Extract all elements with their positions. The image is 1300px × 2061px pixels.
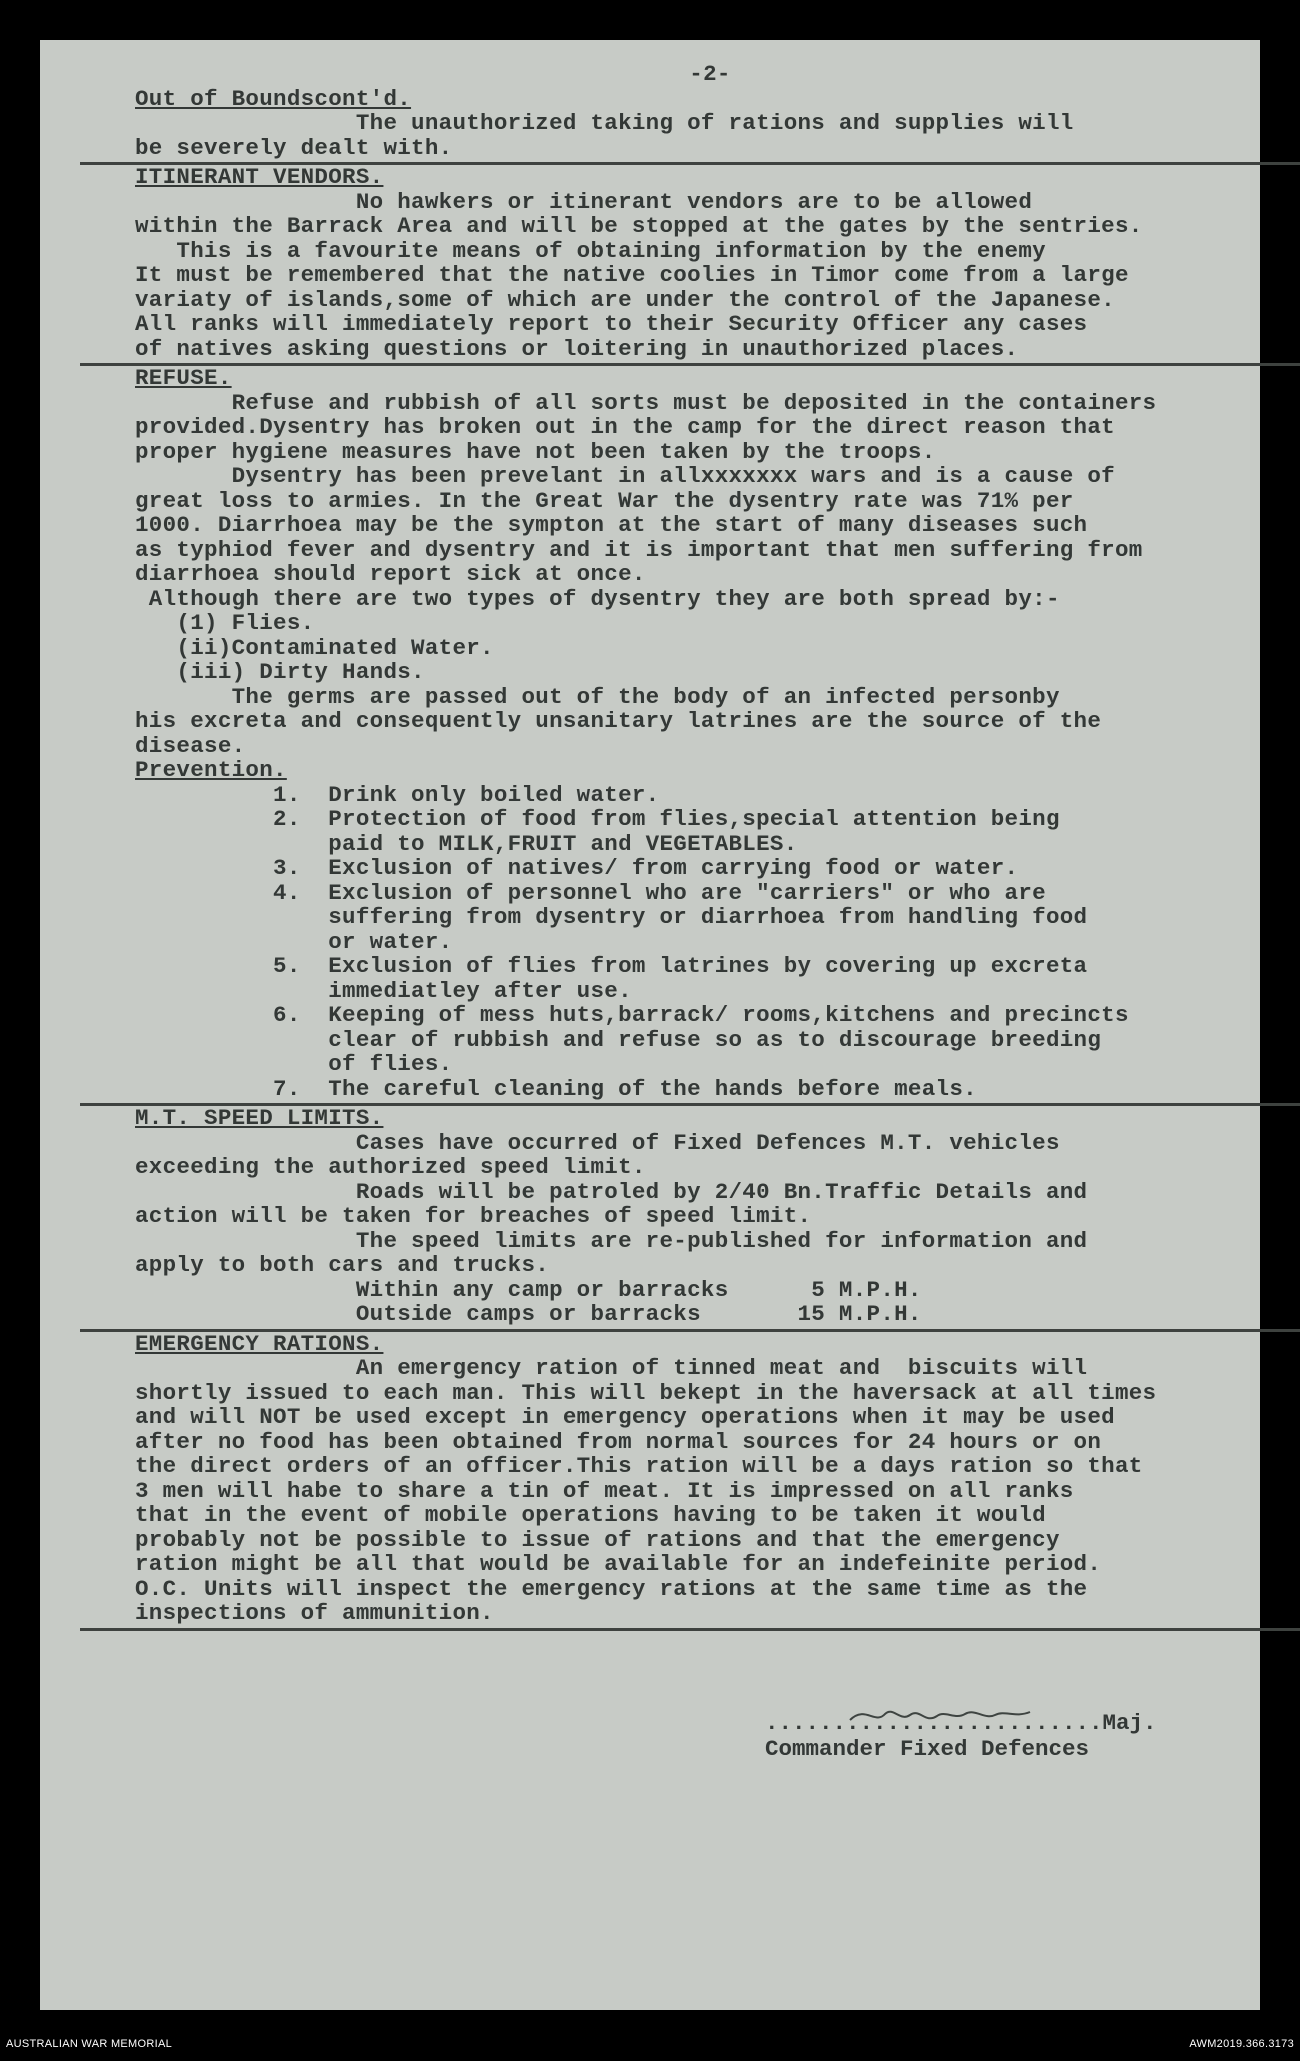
text-line: the direct orders of an officer.This ration will be a days ration so that bbox=[135, 1453, 1143, 1479]
text-line: ration might be all that would be available for an indefeinite period. bbox=[135, 1551, 1102, 1577]
text-line: The germs are passed out of the body of an infected personby bbox=[135, 683, 1060, 710]
text-line: O.C. Units will inspect the emergency rations at the same time as the bbox=[135, 1575, 1088, 1602]
text-line: No hawkers or itinerant vendors are to be allowed bbox=[135, 188, 1033, 215]
text-line: paid to MILK,FRUIT and VEGETABLES. bbox=[135, 830, 798, 857]
text-line: inspections of ammunition. bbox=[135, 1600, 494, 1626]
text-line: disease. bbox=[135, 732, 246, 759]
text-line: after no food has been obtained from normal sources for 24 hours or on bbox=[135, 1428, 1102, 1455]
text-line: as typhiod fever and dysentry and it is important that men suffering from bbox=[135, 536, 1143, 563]
text-line: 2. Protection of food from flies,special attention being bbox=[135, 806, 1060, 832]
section-heading: REFUSE. bbox=[135, 365, 232, 391]
text-line: his excreta and consequently unsanitary latrines are the source of the bbox=[135, 708, 1102, 734]
section-heading: Prevention. bbox=[135, 757, 287, 783]
footer-accession: AWM2019.366.3173 bbox=[1189, 2038, 1294, 2050]
text-line: 4. Exclusion of personnel who are "carriers" or who are bbox=[135, 879, 1046, 906]
text-line: that in the event of mobile operations having to be taken it would bbox=[135, 1502, 1046, 1528]
text-line: apply to both cars and trucks. bbox=[135, 1252, 550, 1278]
text-line: action will be taken for breaches of speed limit. bbox=[135, 1203, 812, 1229]
section-heading: Out of Boundscont'd. bbox=[135, 85, 412, 112]
text-line: This is a favourite means of obtaining information by the enemy bbox=[135, 237, 1046, 264]
text-line: 3. Exclusion of natives/ from carrying food or water. bbox=[135, 855, 1019, 881]
text-line: All ranks will immediately report to their Security Officer any cases bbox=[135, 311, 1088, 337]
text-line: (1) Flies. bbox=[135, 610, 315, 636]
text-line: or water. bbox=[135, 928, 453, 955]
text-line: 6. Keeping of mess huts,barrack/ rooms,kitchens and precincts bbox=[135, 1002, 1129, 1028]
text-line: of natives asking questions or loitering in unauthorized places. bbox=[135, 335, 1019, 362]
text-line: proper hygiene measures have not been taken by the troops. bbox=[135, 438, 936, 465]
page-number: -2- bbox=[689, 61, 731, 87]
signature-block bbox=[765, 1710, 1157, 1762]
text-line: The speed limits are re-published for information and bbox=[135, 1227, 1088, 1254]
text-line: Although there are two types of dysentry they are both spread by:- bbox=[135, 585, 1060, 612]
text-line: It must be remembered that the native coolies in Timor come from a large bbox=[135, 262, 1129, 288]
document-page bbox=[40, 40, 1260, 2010]
section-heading: M.T. SPEED LIMITS. bbox=[135, 1105, 384, 1131]
text-line: exceeding the authorized speed limit. bbox=[135, 1154, 646, 1180]
text-line: of flies. bbox=[135, 1051, 453, 1077]
section-divider bbox=[80, 1628, 1300, 1631]
text-line: Refuse and rubbish of all sorts must be deposited in the containers bbox=[135, 389, 1157, 416]
text-line: and will NOT be used except in emergency operations when it may be used bbox=[135, 1404, 1115, 1430]
text-line: immediatley after use. bbox=[135, 977, 632, 1004]
text-line: Roads will be patroled by 2/40 Bn.Traffic Details and bbox=[135, 1178, 1088, 1205]
document-body bbox=[135, 62, 1285, 1631]
text-line: provided.Dysentry has broken out in the camp for the direct reason that bbox=[135, 414, 1115, 440]
text-line: suffering from dysentry or diarrhoea from handling food bbox=[135, 904, 1088, 930]
text-line: Cases have occurred of Fixed Defences M.T. vehicles bbox=[135, 1129, 1060, 1156]
text-line: 1000. Diarrhoea may be the sympton at the start of many diseases such bbox=[135, 512, 1088, 538]
text-line: The unauthorized taking of rations and supplies will bbox=[135, 110, 1074, 136]
text-line: 5. Exclusion of flies from latrines by covering up excreta bbox=[135, 953, 1088, 979]
text-line: An emergency ration of tinned meat and biscuits will bbox=[135, 1355, 1088, 1381]
text-line: be severely dealt with. bbox=[135, 134, 453, 161]
text-line: within the Barrack Area and will be stopped at the gates by the sentries. bbox=[135, 213, 1143, 239]
text-line: (ii)Contaminated Water. bbox=[135, 634, 494, 661]
signature-title: Commander Fixed Defences bbox=[765, 1736, 1090, 1762]
section-heading: ITINERANT VENDORS. bbox=[135, 164, 384, 190]
text-line: (iii) Dirty Hands. bbox=[135, 659, 425, 685]
text-line: great loss to armies. In the Great War the dysentry rate was 71% per bbox=[135, 487, 1074, 514]
text-line: 1. Drink only boiled water. bbox=[135, 781, 660, 808]
text-line: diarrhoea should report sick at once. bbox=[135, 561, 646, 587]
text-line: variaty of islands,some of which are under the control of the Japanese. bbox=[135, 286, 1115, 313]
text-line: Within any camp or barracks 5 M.P.H. bbox=[135, 1276, 922, 1303]
section-heading: EMERGENCY RATIONS. bbox=[135, 1330, 384, 1357]
text-line: shortly issued to each man. This will bekept in the haversack at all times bbox=[135, 1379, 1157, 1406]
signature-line: .........................Maj. bbox=[765, 1710, 1157, 1736]
text-line: Dysentry has been prevelant in allxxxxxxx wars and is a cause of bbox=[135, 463, 1115, 489]
text-line: Outside camps or barracks 15 M.P.H. bbox=[135, 1301, 922, 1327]
text-line: 7. The careful cleaning of the hands before meals. bbox=[135, 1075, 977, 1102]
text-line: clear of rubbish and refuse so as to discourage breeding bbox=[135, 1026, 1102, 1053]
footer-institution: AUSTRALIAN WAR MEMORIAL bbox=[6, 2038, 173, 2050]
handwritten-signature bbox=[845, 1700, 1035, 1730]
text-line: 3 men will habe to share a tin of meat. It is impressed on all ranks bbox=[135, 1477, 1074, 1504]
text-line: probably not be possible to issue of rations and that the emergency bbox=[135, 1526, 1060, 1553]
